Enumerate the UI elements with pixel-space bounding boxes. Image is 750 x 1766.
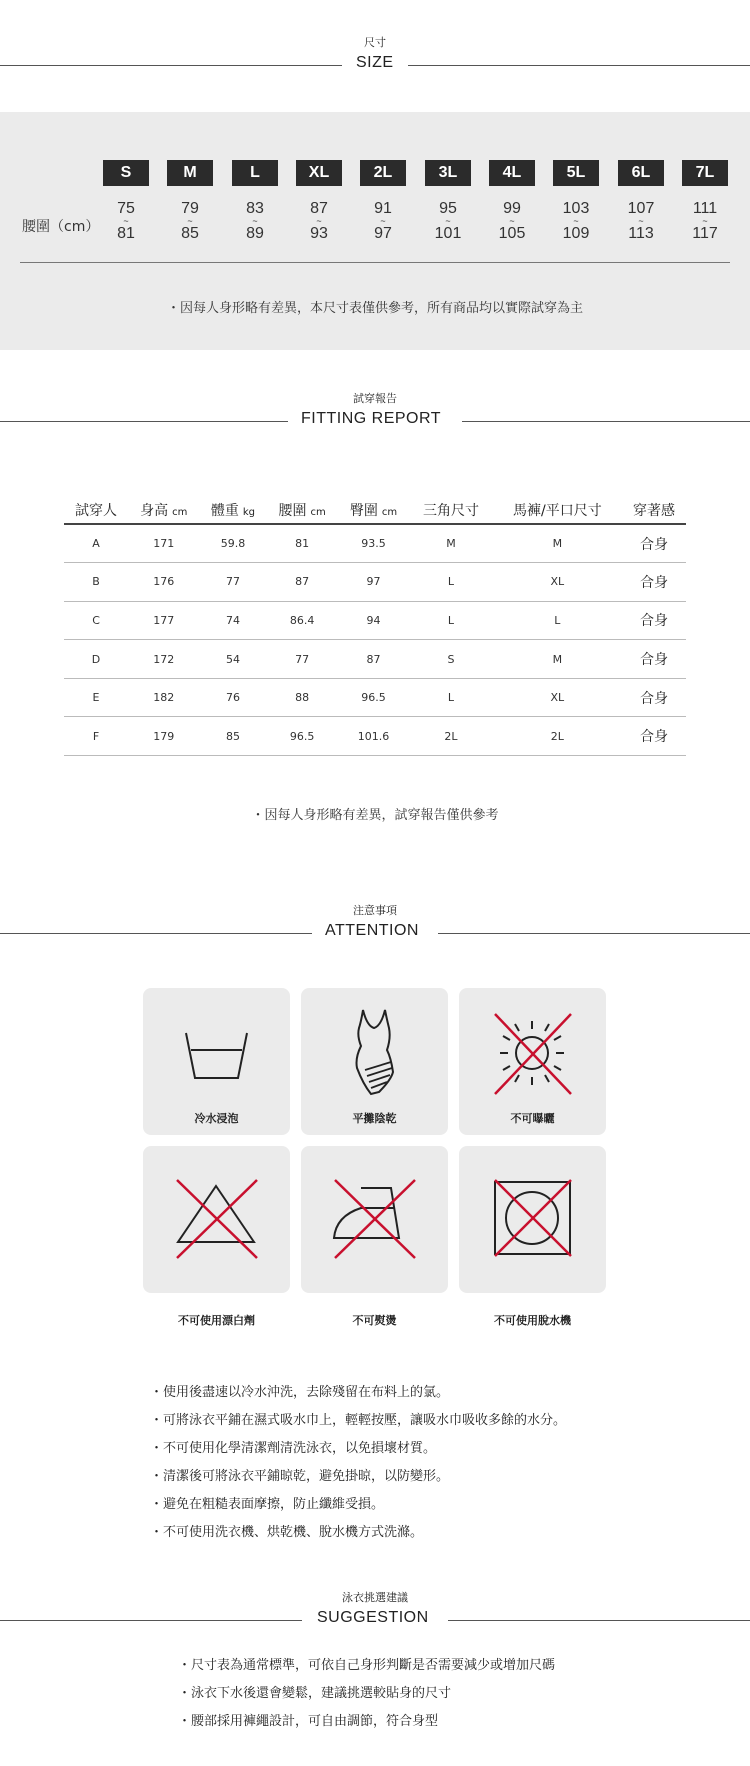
table-cell: 合身: [622, 524, 686, 563]
range-tilde: ~: [509, 216, 515, 226]
care-card-no-tumble-dry: [459, 1146, 606, 1327]
waist-range: [289, 200, 349, 243]
care-card-no-sun: [459, 988, 606, 1135]
table-cell: L: [409, 601, 493, 640]
column-header: [493, 496, 622, 524]
table-cell: 合身: [622, 678, 686, 717]
suggestion-item: ・腰部採用褲繩設計，可自由調節，符合身型: [178, 1714, 439, 1729]
table-cell: 77: [266, 640, 337, 679]
size-note: ・因每人身形略有差異，本尺寸表僅供參考，所有商品均以實際試穿為主: [166, 301, 583, 316]
table-cell: 171: [128, 524, 199, 563]
column-header-unit: cm: [381, 506, 398, 518]
table-row: [64, 563, 686, 602]
table-cell: 54: [199, 640, 266, 679]
waist-min: 79: [181, 200, 199, 217]
waist-max: 81: [117, 225, 135, 242]
table-cell: L: [409, 678, 493, 717]
table-cell: 177: [128, 601, 199, 640]
table-row: [64, 717, 686, 756]
table-cell: 97: [338, 563, 409, 602]
care-instruction: ・可將泳衣平鋪在濕式吸水巾上，輕輕按壓，讓吸水巾吸收多餘的水分。: [150, 1413, 567, 1428]
divider-line: [0, 421, 288, 422]
waist-range: [160, 200, 220, 243]
size-badge: 6L: [618, 160, 664, 186]
column-header-label: 腰圍: [278, 502, 307, 519]
range-tilde: ~: [123, 216, 129, 226]
table-cell: 172: [128, 640, 199, 679]
waist-range: [225, 200, 285, 243]
suggestion-item: ・尺寸表為通常標準，可依自己身形判斷是否需要減少或增加尺碼: [178, 1658, 556, 1673]
table-cell: 101.6: [338, 717, 409, 756]
waist-range: [546, 200, 606, 243]
size-badge: M: [167, 160, 213, 186]
table-cell: 76: [199, 678, 266, 717]
table-cell: 94: [338, 601, 409, 640]
attention-heading-zh: 注意事項: [353, 904, 397, 917]
table-cell: 74: [199, 601, 266, 640]
waist-min: 103: [562, 200, 590, 217]
waist-label: 腰圍（cm）: [22, 219, 100, 235]
waist-range: [482, 200, 542, 243]
divider-line: [0, 933, 312, 934]
column-header: [409, 496, 493, 524]
suggestion-list: [178, 1652, 555, 1736]
table-cell: 87: [338, 640, 409, 679]
waist-min: 87: [310, 200, 328, 217]
suggestion-heading-en: SUGGESTION: [317, 1609, 429, 1626]
table-cell: 86.4: [266, 601, 337, 640]
care-instruction: ・清潔後可將泳衣平鋪晾乾，避免掛晾，以防變形。: [150, 1469, 450, 1484]
waist-min: 95: [439, 200, 457, 217]
attention-heading: [0, 902, 750, 944]
waist-max: 117: [692, 225, 718, 242]
care-label: 平攤陰乾: [352, 1112, 397, 1125]
care-instruction: ・不可使用洗衣機、烘乾機、脫水機方式洗滌。: [150, 1525, 424, 1540]
size-badge: 2L: [360, 160, 406, 186]
table-cell: L: [409, 563, 493, 602]
range-tilde: ~: [702, 216, 708, 226]
care-label: 不可使用脫水機: [494, 1314, 571, 1327]
table-cell: M: [493, 524, 622, 563]
table-cell: 81: [266, 524, 337, 563]
waist-max: 97: [374, 225, 392, 242]
column-header: [199, 496, 266, 524]
divider-line: [438, 933, 750, 934]
table-cell: 85: [199, 717, 266, 756]
size-badge: 7L: [682, 160, 728, 186]
size-badge: S: [103, 160, 149, 186]
divider-line: [462, 421, 750, 422]
column-header-label: 體重: [210, 502, 239, 519]
column-header: [338, 496, 409, 524]
waist-min: 99: [503, 200, 521, 217]
size-chart-rule: [20, 262, 730, 263]
table-cell: 179: [128, 717, 199, 756]
care-card-cold-water-soak: [143, 988, 290, 1135]
waist-max: 93: [310, 225, 328, 242]
table-cell: 合身: [622, 601, 686, 640]
attention-heading-en: ATTENTION: [325, 922, 419, 939]
table-cell: E: [64, 678, 128, 717]
iron-icon: [301, 1146, 448, 1293]
table-cell: 合身: [622, 717, 686, 756]
care-instruction: ・使用後盡速以冷水沖洗，去除殘留在布料上的氯。: [150, 1385, 450, 1400]
divider-line: [0, 65, 342, 66]
table-row: [64, 601, 686, 640]
column-header-unit: cm: [172, 506, 188, 518]
range-tilde: ~: [380, 216, 386, 226]
table-cell: D: [64, 640, 128, 679]
waist-range: [611, 200, 671, 243]
waist-min: 83: [246, 200, 264, 217]
care-instruction: ・避免在粗糙表面摩擦，防止纖維受損。: [150, 1497, 385, 1512]
care-label: 不可使用漂白劑: [178, 1314, 255, 1327]
waist-max: 85: [181, 225, 199, 242]
waist-range: [675, 200, 735, 243]
care-label: 冷水浸泡: [194, 1112, 239, 1125]
size-badge: XL: [296, 160, 342, 186]
table-cell: F: [64, 717, 128, 756]
table-cell: XL: [493, 563, 622, 602]
divider-line: [0, 1620, 302, 1621]
table-cell: M: [409, 524, 493, 563]
waist-range: [418, 200, 478, 243]
column-header-label: 試穿人: [75, 502, 118, 519]
table-cell: 88: [266, 678, 337, 717]
size-heading: [0, 34, 750, 76]
waist-min: 107: [627, 200, 655, 217]
size-heading-en: SIZE: [356, 54, 394, 71]
waist-max: 113: [628, 225, 654, 242]
fitting-heading-en: FITTING REPORT: [301, 410, 442, 427]
waist-max: 89: [246, 225, 264, 242]
column-header-label: 馬褲/平口尺寸: [512, 502, 602, 519]
size-chart-panel: [0, 112, 750, 350]
fitting-report-table: [64, 496, 686, 756]
table-row: [64, 678, 686, 717]
suggestion-item: ・泳衣下水後還會變鬆，建議挑選較貼身的尺寸: [178, 1686, 452, 1701]
size-badge: L: [232, 160, 278, 186]
column-header: [64, 496, 128, 524]
table-cell: 2L: [409, 717, 493, 756]
waist-max: 101: [434, 225, 462, 242]
bleach-triangle-icon: [143, 1146, 290, 1293]
table-row: [64, 640, 686, 679]
column-header: [128, 496, 199, 524]
divider-line: [448, 1620, 750, 1621]
column-header-unit: kg: [242, 506, 256, 518]
table-cell: 87: [266, 563, 337, 602]
care-card-no-bleach: [143, 1146, 290, 1327]
size-badge: 5L: [553, 160, 599, 186]
table-cell: 93.5: [338, 524, 409, 563]
tumble-dry-icon: [459, 1146, 606, 1293]
column-header: [622, 496, 686, 524]
table-row: [64, 524, 686, 563]
waist-min: 111: [692, 200, 718, 217]
care-card-no-iron: [301, 1146, 448, 1327]
waist-range: [96, 200, 156, 243]
range-tilde: ~: [316, 216, 322, 226]
range-tilde: ~: [638, 216, 644, 226]
table-cell: C: [64, 601, 128, 640]
table-cell: XL: [493, 678, 622, 717]
fitting-note: ・因每人身形略有差異，試穿報告僅供參考: [251, 808, 499, 823]
column-header: [266, 496, 337, 524]
waist-min: 75: [117, 200, 135, 217]
size-badge: 4L: [489, 160, 535, 186]
table-cell: S: [409, 640, 493, 679]
table-cell: 合身: [622, 640, 686, 679]
table-cell: 77: [199, 563, 266, 602]
waist-min: 91: [374, 200, 392, 217]
range-tilde: ~: [252, 216, 258, 226]
column-header-label: 穿著感: [632, 502, 675, 519]
suggestion-heading-zh: 泳衣挑選建議: [342, 1591, 408, 1604]
care-instructions-list: [150, 1379, 566, 1547]
column-header-label: 身高: [140, 502, 169, 519]
table-cell: 2L: [493, 717, 622, 756]
table-cell: 96.5: [338, 678, 409, 717]
care-label: 不可熨燙: [352, 1314, 397, 1327]
fitting-heading: [0, 390, 750, 432]
column-header-label: 三角尺寸: [423, 502, 479, 519]
table-cell: 182: [128, 678, 199, 717]
waist-max: 109: [562, 225, 590, 242]
table-cell: 176: [128, 563, 199, 602]
table-cell: 96.5: [266, 717, 337, 756]
care-label: 不可曝曬: [510, 1112, 555, 1125]
range-tilde: ~: [187, 216, 193, 226]
table-cell: 合身: [622, 563, 686, 602]
waist-max: 105: [498, 225, 526, 242]
table-cell: L: [493, 601, 622, 640]
range-tilde: ~: [445, 216, 451, 226]
waist-range: [353, 200, 413, 243]
table-cell: A: [64, 524, 128, 563]
range-tilde: ~: [573, 216, 579, 226]
size-badge: 3L: [425, 160, 471, 186]
divider-line: [408, 65, 750, 66]
care-card-dry-flat-shade: [301, 988, 448, 1135]
table-cell: M: [493, 640, 622, 679]
suggestion-heading: [0, 1589, 750, 1631]
size-heading-zh: 尺寸: [364, 36, 386, 49]
table-cell: B: [64, 563, 128, 602]
column-header-unit: cm: [310, 506, 326, 518]
table-cell: 59.8: [199, 524, 266, 563]
fitting-heading-zh: 試穿報告: [353, 392, 397, 405]
column-header-label: 臀圍: [349, 502, 378, 519]
care-instruction: ・不可使用化學清潔劑清洗泳衣，以免損壞材質。: [150, 1441, 437, 1456]
